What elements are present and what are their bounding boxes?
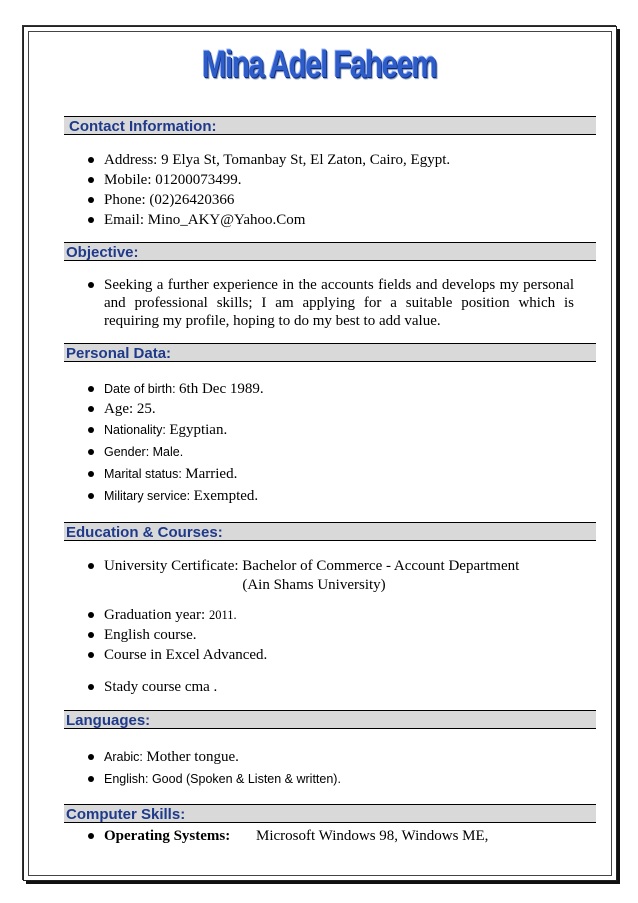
- personal-section-header: Personal Data:: [64, 343, 596, 362]
- education-list: [82, 556, 582, 576]
- military-value: Exempted.: [193, 488, 259, 504]
- graduation-label: Graduation year:: [104, 607, 209, 623]
- computer-list: [82, 826, 582, 846]
- languages-section-header: Languages:: [64, 710, 596, 729]
- education-list-3: [82, 677, 582, 697]
- nationality-value: Egyptian.: [169, 422, 228, 438]
- marital-value: Married.: [185, 466, 238, 482]
- personal-list: [82, 379, 582, 507]
- contact-mobile: Mobile: 01200073499.: [82, 170, 582, 190]
- education-university-name: (Ain Shams University): [242, 577, 386, 593]
- personal-gender: Gender: Male.: [82, 441, 582, 463]
- dob-label: Date of birth:: [104, 382, 180, 396]
- objective-text: Seeking a further experience in the accounts fields and develops my personal and professional skills; I am applying for a suitable position which is requiring my profile, hoping to do my best to add value.: [82, 276, 574, 330]
- objective-list: [82, 276, 582, 330]
- military-label: Military service:: [104, 489, 194, 503]
- education-excel: Course in Excel Advanced.: [82, 645, 582, 665]
- education-graduation: [82, 605, 582, 625]
- nationality-label: Nationality:: [104, 423, 170, 437]
- languages-list: [82, 746, 582, 790]
- personal-military: [82, 485, 582, 507]
- personal-age: Age: 25.: [82, 399, 582, 419]
- dob-value: 6th Dec 1989.: [179, 381, 264, 397]
- education-cma: Stady course cma .: [82, 677, 582, 697]
- marital-label: Marital status:: [104, 467, 186, 481]
- education-english: English course.: [82, 625, 582, 645]
- language-arabic: [82, 746, 582, 768]
- education-list-2: [82, 605, 582, 665]
- computer-section-header: Computer Skills:: [64, 804, 596, 823]
- education-section-header: Education & Courses:: [64, 522, 596, 541]
- computer-os: [82, 826, 582, 846]
- contact-phone: Phone: (02)26420366: [82, 190, 582, 210]
- personal-dob: [82, 379, 582, 399]
- arabic-label: Arabic:: [104, 750, 147, 764]
- education-university: University Certificate: Bachelor of Commerce - Account Department: [82, 556, 582, 576]
- personal-marital: [82, 463, 582, 485]
- objective-section-header: Objective:: [64, 242, 596, 261]
- contact-list: [82, 150, 582, 230]
- contact-email: Email: Mino_AKY@Yahoo.Com: [82, 210, 582, 230]
- os-value: Microsoft Windows 98, Windows ME,: [256, 828, 489, 844]
- contact-address: Address: 9 Elya St, Tomanbay St, El Zaton, Cairo, Egypt.: [82, 150, 582, 170]
- candidate-name: Mina Adel Faheem: [201, 44, 437, 86]
- contact-section-header: Contact Information:: [64, 116, 596, 135]
- graduation-value: 2011.: [208, 608, 237, 622]
- os-label: Operating Systems:: [104, 828, 231, 844]
- arabic-value: Mother tongue.: [146, 749, 239, 765]
- personal-nationality: [82, 419, 582, 441]
- language-english: English: Good (Spoken & Listen & written).: [82, 768, 582, 790]
